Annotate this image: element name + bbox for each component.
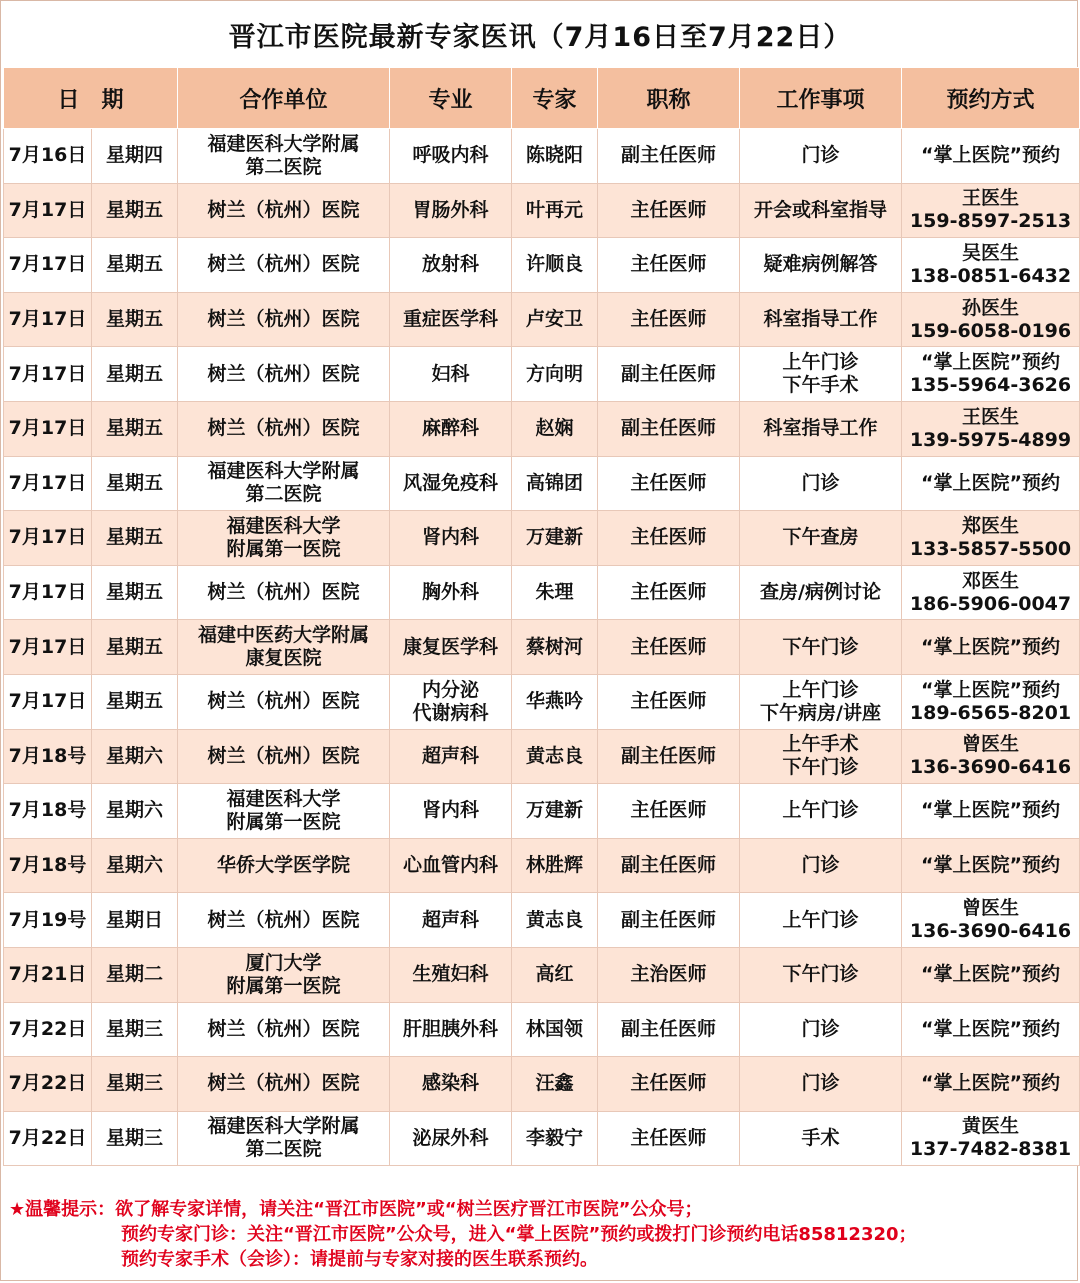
table-row xyxy=(4,674,1080,729)
cell-date: 7月22日 xyxy=(4,1002,92,1057)
cell-work xyxy=(740,292,902,347)
cell-work xyxy=(740,729,902,784)
cell-title: 主任医师 xyxy=(598,183,740,238)
cell-booking-line: 138-0851-6432 xyxy=(909,264,1072,287)
cell-unit xyxy=(178,511,390,566)
header-booking: 预约方式 xyxy=(902,68,1080,129)
cell-booking-line: 133-5857-5500 xyxy=(909,537,1072,560)
table-row xyxy=(4,347,1080,402)
cell-work-line: 下午门诊 xyxy=(782,963,859,986)
cell-dept xyxy=(390,674,512,729)
cell-weekday: 星期二 xyxy=(92,947,178,1002)
cell-weekday: 星期日 xyxy=(92,893,178,948)
cell-work xyxy=(740,238,902,293)
cell-work xyxy=(740,565,902,620)
cell-booking-line: 137-7482-8381 xyxy=(909,1138,1072,1161)
cell-work xyxy=(740,784,902,839)
cell-expert: 万建新 xyxy=(512,511,598,566)
cell-title: 副主任医师 xyxy=(598,893,740,948)
cell-booking-line: 吴医生 xyxy=(962,241,1020,264)
cell-date: 7月19号 xyxy=(4,893,92,948)
cell-weekday: 星期五 xyxy=(92,620,178,675)
cell-dept-line: 放射科 xyxy=(422,253,480,276)
cell-booking-line: 159-8597-2513 xyxy=(909,210,1072,233)
cell-title: 主任医师 xyxy=(598,1057,740,1112)
cell-dept xyxy=(390,1002,512,1057)
cell-work-line: 上午门诊 xyxy=(782,351,859,374)
notice-box xyxy=(1,1185,1077,1280)
header-expert: 专家 xyxy=(512,68,598,129)
cell-date: 7月17日 xyxy=(4,620,92,675)
cell-unit xyxy=(178,183,390,238)
cell-booking xyxy=(902,784,1080,839)
cell-unit-line: 树兰（杭州）医院 xyxy=(207,908,360,931)
cell-title: 主任医师 xyxy=(598,511,740,566)
cell-dept xyxy=(390,183,512,238)
cell-unit-line: 福建医科大学附属 xyxy=(207,1115,360,1138)
cell-dept xyxy=(390,893,512,948)
cell-unit xyxy=(178,347,390,402)
cell-unit-line: 树兰（杭州）医院 xyxy=(207,744,360,767)
cell-dept xyxy=(390,784,512,839)
cell-dept-line: 肾内科 xyxy=(422,526,480,549)
cell-booking xyxy=(902,620,1080,675)
cell-date: 7月22日 xyxy=(4,1111,92,1166)
cell-work-line: 门诊 xyxy=(801,1017,840,1040)
cell-work-line: 下午查房 xyxy=(782,526,859,549)
cell-work-line: 科室指导工作 xyxy=(763,308,878,331)
cell-work-line: 下午门诊 xyxy=(782,756,859,779)
cell-unit xyxy=(178,947,390,1002)
cell-unit-line: 附属第一医院 xyxy=(226,810,341,833)
table-row xyxy=(4,1002,1080,1057)
cell-work-line: 门诊 xyxy=(801,854,840,877)
cell-booking-line: 王医生 xyxy=(962,187,1020,210)
cell-work xyxy=(740,183,902,238)
cell-unit xyxy=(178,456,390,511)
cell-unit xyxy=(178,674,390,729)
cell-weekday: 星期五 xyxy=(92,511,178,566)
cell-unit-line: 福建医科大学附属 xyxy=(207,132,360,155)
cell-booking-line: 邓医生 xyxy=(962,569,1020,592)
cell-unit-line: 福建医科大学附属 xyxy=(207,460,360,483)
cell-weekday: 星期四 xyxy=(92,129,178,184)
cell-unit-line: 康复医院 xyxy=(245,647,322,670)
cell-unit-line: 树兰（杭州）医院 xyxy=(207,581,360,604)
cell-unit-line: 厦门大学 xyxy=(245,951,322,974)
cell-expert: 高红 xyxy=(512,947,598,1002)
cell-expert: 华燕吟 xyxy=(512,674,598,729)
cell-booking-line: 郑医生 xyxy=(962,514,1020,537)
cell-booking-line: “掌上医院”预约 xyxy=(921,963,1060,986)
cell-work-line: 上午门诊 xyxy=(782,799,859,822)
cell-booking xyxy=(902,292,1080,347)
cell-dept xyxy=(390,565,512,620)
table-row xyxy=(4,401,1080,456)
cell-booking-line: “掌上医院”预约 xyxy=(921,635,1060,658)
cell-date: 7月17日 xyxy=(4,183,92,238)
cell-weekday: 星期五 xyxy=(92,674,178,729)
cell-date: 7月18号 xyxy=(4,784,92,839)
cell-weekday: 星期三 xyxy=(92,1111,178,1166)
cell-dept-line: 麻醉科 xyxy=(422,417,480,440)
cell-title: 主任医师 xyxy=(598,620,740,675)
cell-dept-line: 风湿免疫科 xyxy=(403,471,499,494)
cell-expert: 卢安卫 xyxy=(512,292,598,347)
cell-booking-line: 139-5975-4899 xyxy=(909,428,1072,451)
cell-title: 副主任医师 xyxy=(598,1002,740,1057)
cell-booking-line: “掌上医院”预约 xyxy=(921,854,1060,877)
cell-date: 7月17日 xyxy=(4,511,92,566)
cell-dept xyxy=(390,292,512,347)
cell-dept-line: 内分泌 xyxy=(422,678,480,701)
cell-booking-line: “掌上医院”预约 xyxy=(921,144,1060,167)
cell-date: 7月17日 xyxy=(4,292,92,347)
table-row xyxy=(4,893,1080,948)
cell-dept-line: 康复医学科 xyxy=(403,635,499,658)
cell-booking xyxy=(902,1111,1080,1166)
cell-work xyxy=(740,401,902,456)
cell-unit-line: 附属第一医院 xyxy=(226,537,341,560)
cell-date: 7月16日 xyxy=(4,129,92,184)
cell-title: 副主任医师 xyxy=(598,129,740,184)
cell-expert: 黄志良 xyxy=(512,729,598,784)
cell-work xyxy=(740,1111,902,1166)
table-row xyxy=(4,129,1080,184)
cell-work xyxy=(740,129,902,184)
cell-expert: 朱理 xyxy=(512,565,598,620)
cell-booking-line: “掌上医院”预约 xyxy=(921,351,1060,374)
cell-unit xyxy=(178,129,390,184)
cell-booking-line: 159-6058-0196 xyxy=(909,319,1072,342)
expert-schedule-table xyxy=(3,67,1080,1166)
cell-unit-line: 树兰（杭州）医院 xyxy=(207,198,360,221)
cell-booking-line: “掌上医院”预约 xyxy=(921,678,1060,701)
cell-work xyxy=(740,893,902,948)
cell-booking-line: “掌上医院”预约 xyxy=(921,471,1060,494)
cell-booking-line: 曾医生 xyxy=(962,897,1020,920)
cell-dept-line: 呼吸内科 xyxy=(412,144,489,167)
cell-dept xyxy=(390,347,512,402)
cell-expert: 李毅宁 xyxy=(512,1111,598,1166)
cell-work-line: 门诊 xyxy=(801,471,840,494)
cell-weekday: 星期五 xyxy=(92,565,178,620)
cell-booking xyxy=(902,238,1080,293)
cell-booking xyxy=(902,129,1080,184)
table-row xyxy=(4,456,1080,511)
cell-dept xyxy=(390,1111,512,1166)
cell-booking xyxy=(902,838,1080,893)
cell-unit-line: 第二医院 xyxy=(245,1138,322,1161)
cell-booking xyxy=(902,511,1080,566)
cell-booking xyxy=(902,1057,1080,1112)
cell-work-line: 下午病房/讲座 xyxy=(760,701,881,724)
table-row xyxy=(4,511,1080,566)
cell-unit-line: 第二医院 xyxy=(245,155,322,178)
cell-expert: 陈晓阳 xyxy=(512,129,598,184)
cell-title: 主治医师 xyxy=(598,947,740,1002)
cell-work-line: 下午门诊 xyxy=(782,635,859,658)
cell-work xyxy=(740,1057,902,1112)
cell-dept-line: 心血管内科 xyxy=(403,854,499,877)
cell-dept xyxy=(390,729,512,784)
cell-weekday: 星期五 xyxy=(92,401,178,456)
cell-work-line: 上午门诊 xyxy=(782,908,859,931)
cell-work-line: 疑难病例解答 xyxy=(763,253,878,276)
cell-expert: 叶再元 xyxy=(512,183,598,238)
cell-expert: 蔡树河 xyxy=(512,620,598,675)
cell-title: 主任医师 xyxy=(598,1111,740,1166)
header-dept: 专业 xyxy=(390,68,512,129)
cell-booking xyxy=(902,456,1080,511)
table-row xyxy=(4,238,1080,293)
cell-expert: 林国领 xyxy=(512,1002,598,1057)
cell-booking-line: 135-5964-3626 xyxy=(909,374,1072,397)
cell-dept xyxy=(390,238,512,293)
cell-work xyxy=(740,620,902,675)
cell-unit-line: 福建医科大学 xyxy=(226,787,341,810)
cell-unit xyxy=(178,292,390,347)
cell-weekday: 星期五 xyxy=(92,238,178,293)
cell-dept-line: 超声科 xyxy=(422,744,480,767)
cell-unit-line: 福建医科大学 xyxy=(226,514,341,537)
notice-line: ★温馨提示：欲了解专家详情，请关注“晋江市医院”或“树兰医疗晋江市医院”公众号； xyxy=(9,1199,703,1220)
cell-dept xyxy=(390,129,512,184)
table-row xyxy=(4,183,1080,238)
cell-work-line: 开会或科室指导 xyxy=(754,198,888,221)
cell-booking-line: “掌上医院”预约 xyxy=(921,1017,1060,1040)
cell-booking xyxy=(902,565,1080,620)
cell-title: 副主任医师 xyxy=(598,838,740,893)
cell-date: 7月17日 xyxy=(4,347,92,402)
cell-work xyxy=(740,347,902,402)
cell-weekday: 星期三 xyxy=(92,1002,178,1057)
table-row xyxy=(4,292,1080,347)
cell-dept xyxy=(390,511,512,566)
table-row xyxy=(4,784,1080,839)
cell-date: 7月17日 xyxy=(4,674,92,729)
cell-booking-line: 136-3690-6416 xyxy=(909,920,1072,943)
header-title: 职称 xyxy=(598,68,740,129)
table-row xyxy=(4,1057,1080,1112)
cell-work xyxy=(740,838,902,893)
cell-unit-line: 树兰（杭州）医院 xyxy=(207,417,360,440)
cell-date: 7月21日 xyxy=(4,947,92,1002)
table-row xyxy=(4,947,1080,1002)
cell-booking xyxy=(902,183,1080,238)
cell-booking-line: 黄医生 xyxy=(962,1115,1020,1138)
cell-unit-line: 树兰（杭州）医院 xyxy=(207,308,360,331)
cell-expert: 高锦团 xyxy=(512,456,598,511)
cell-work xyxy=(740,456,902,511)
cell-dept xyxy=(390,456,512,511)
cell-title: 主任医师 xyxy=(598,565,740,620)
cell-booking-line: 189-6565-8201 xyxy=(909,701,1072,724)
cell-booking xyxy=(902,729,1080,784)
cell-dept xyxy=(390,838,512,893)
table-row xyxy=(4,620,1080,675)
table-row xyxy=(4,1111,1080,1166)
cell-dept xyxy=(390,620,512,675)
cell-title: 主任医师 xyxy=(598,238,740,293)
cell-dept-line: 重症医学科 xyxy=(403,308,499,331)
cell-expert: 许顺良 xyxy=(512,238,598,293)
table-row xyxy=(4,838,1080,893)
cell-date: 7月18号 xyxy=(4,729,92,784)
cell-booking xyxy=(902,401,1080,456)
cell-dept xyxy=(390,1057,512,1112)
cell-work xyxy=(740,674,902,729)
cell-dept-line: 生殖妇科 xyxy=(412,963,489,986)
cell-expert: 黄志良 xyxy=(512,893,598,948)
cell-expert: 万建新 xyxy=(512,784,598,839)
cell-date: 7月18号 xyxy=(4,838,92,893)
cell-booking-line: “掌上医院”预约 xyxy=(921,1072,1060,1095)
cell-dept-line: 感染科 xyxy=(422,1072,480,1095)
cell-unit-line: 华侨大学医学院 xyxy=(217,854,351,877)
cell-dept-line: 肝胆胰外科 xyxy=(403,1017,499,1040)
cell-booking xyxy=(902,674,1080,729)
cell-booking-line: 186-5906-0047 xyxy=(909,592,1072,615)
cell-dept-line: 肾内科 xyxy=(422,799,480,822)
cell-unit xyxy=(178,238,390,293)
cell-booking xyxy=(902,347,1080,402)
cell-work-line: 门诊 xyxy=(801,1072,840,1095)
cell-unit xyxy=(178,893,390,948)
cell-date: 7月17日 xyxy=(4,565,92,620)
cell-title: 副主任医师 xyxy=(598,729,740,784)
cell-expert: 汪鑫 xyxy=(512,1057,598,1112)
cell-expert: 方向明 xyxy=(512,347,598,402)
page-title: 晋江市医院最新专家医讯（7月16日至7月22日） xyxy=(228,21,852,53)
cell-unit-line: 树兰（杭州）医院 xyxy=(207,253,360,276)
table-row xyxy=(4,729,1080,784)
cell-unit xyxy=(178,1057,390,1112)
cell-work-line: 查房/病例讨论 xyxy=(760,581,881,604)
cell-unit-line: 第二医院 xyxy=(245,483,322,506)
notice-line: 预约专家门诊：关注“晋江市医院”公众号，进入“掌上医院”预约或拨打门诊预约电话85812320； xyxy=(121,1224,917,1245)
header-work: 工作事项 xyxy=(740,68,902,129)
cell-dept xyxy=(390,401,512,456)
cell-booking-line: “掌上医院”预约 xyxy=(921,799,1060,822)
cell-booking-line: 136-3690-6416 xyxy=(909,756,1072,779)
notice-line: 预约专家手术（会诊）：请提前与专家对接的医生联系预约。 xyxy=(121,1249,598,1270)
cell-dept-line: 妇科 xyxy=(431,362,470,385)
cell-unit xyxy=(178,565,390,620)
cell-unit-line: 树兰（杭州）医院 xyxy=(207,1072,360,1095)
cell-title: 主任医师 xyxy=(598,784,740,839)
cell-weekday: 星期六 xyxy=(92,729,178,784)
header-date: 日 期 xyxy=(4,68,178,129)
cell-expert: 赵娴 xyxy=(512,401,598,456)
cell-weekday: 星期五 xyxy=(92,456,178,511)
cell-work xyxy=(740,947,902,1002)
cell-unit-line: 树兰（杭州）医院 xyxy=(207,690,360,713)
cell-title: 主任医师 xyxy=(598,456,740,511)
cell-unit-line: 树兰（杭州）医院 xyxy=(207,362,360,385)
cell-unit xyxy=(178,620,390,675)
cell-weekday: 星期五 xyxy=(92,292,178,347)
cell-expert: 林胜辉 xyxy=(512,838,598,893)
table-row xyxy=(4,565,1080,620)
table-header-row xyxy=(4,68,1080,129)
cell-work-line: 上午手术 xyxy=(782,733,859,756)
cell-unit-line: 福建中医药大学附属 xyxy=(198,624,370,647)
cell-unit xyxy=(178,1002,390,1057)
cell-work xyxy=(740,511,902,566)
cell-unit xyxy=(178,1111,390,1166)
cell-date: 7月22日 xyxy=(4,1057,92,1112)
cell-unit-line: 附属第一医院 xyxy=(226,974,341,997)
cell-booking-line: 王医生 xyxy=(962,405,1020,428)
cell-work xyxy=(740,1002,902,1057)
cell-date: 7月17日 xyxy=(4,456,92,511)
cell-date: 7月17日 xyxy=(4,401,92,456)
cell-title: 副主任医师 xyxy=(598,401,740,456)
cell-dept-line: 胸外科 xyxy=(422,581,480,604)
cell-work-line: 下午手术 xyxy=(782,374,859,397)
cell-work-line: 手术 xyxy=(801,1126,840,1149)
cell-work-line: 门诊 xyxy=(801,144,840,167)
cell-weekday: 星期五 xyxy=(92,183,178,238)
cell-weekday: 星期五 xyxy=(92,347,178,402)
cell-weekday: 星期三 xyxy=(92,1057,178,1112)
cell-dept-line: 超声科 xyxy=(422,908,480,931)
cell-booking-line: 曾医生 xyxy=(962,733,1020,756)
cell-dept xyxy=(390,947,512,1002)
cell-unit xyxy=(178,729,390,784)
cell-booking xyxy=(902,893,1080,948)
cell-work-line: 上午门诊 xyxy=(782,678,859,701)
cell-dept-line: 代谢病科 xyxy=(412,701,489,724)
cell-dept-line: 胃肠外科 xyxy=(412,198,489,221)
cell-booking xyxy=(902,947,1080,1002)
header-unit: 合作单位 xyxy=(178,68,390,129)
cell-title: 主任医师 xyxy=(598,292,740,347)
cell-dept-line: 泌尿外科 xyxy=(412,1126,489,1149)
cell-title: 副主任医师 xyxy=(598,347,740,402)
cell-unit xyxy=(178,784,390,839)
cell-unit-line: 树兰（杭州）医院 xyxy=(207,1017,360,1040)
cell-booking xyxy=(902,1002,1080,1057)
cell-date: 7月17日 xyxy=(4,238,92,293)
cell-unit xyxy=(178,838,390,893)
cell-title: 主任医师 xyxy=(598,674,740,729)
cell-unit xyxy=(178,401,390,456)
cell-weekday: 星期六 xyxy=(92,838,178,893)
cell-work-line: 科室指导工作 xyxy=(763,417,878,440)
cell-booking-line: 孙医生 xyxy=(962,296,1020,319)
cell-weekday: 星期六 xyxy=(92,784,178,839)
